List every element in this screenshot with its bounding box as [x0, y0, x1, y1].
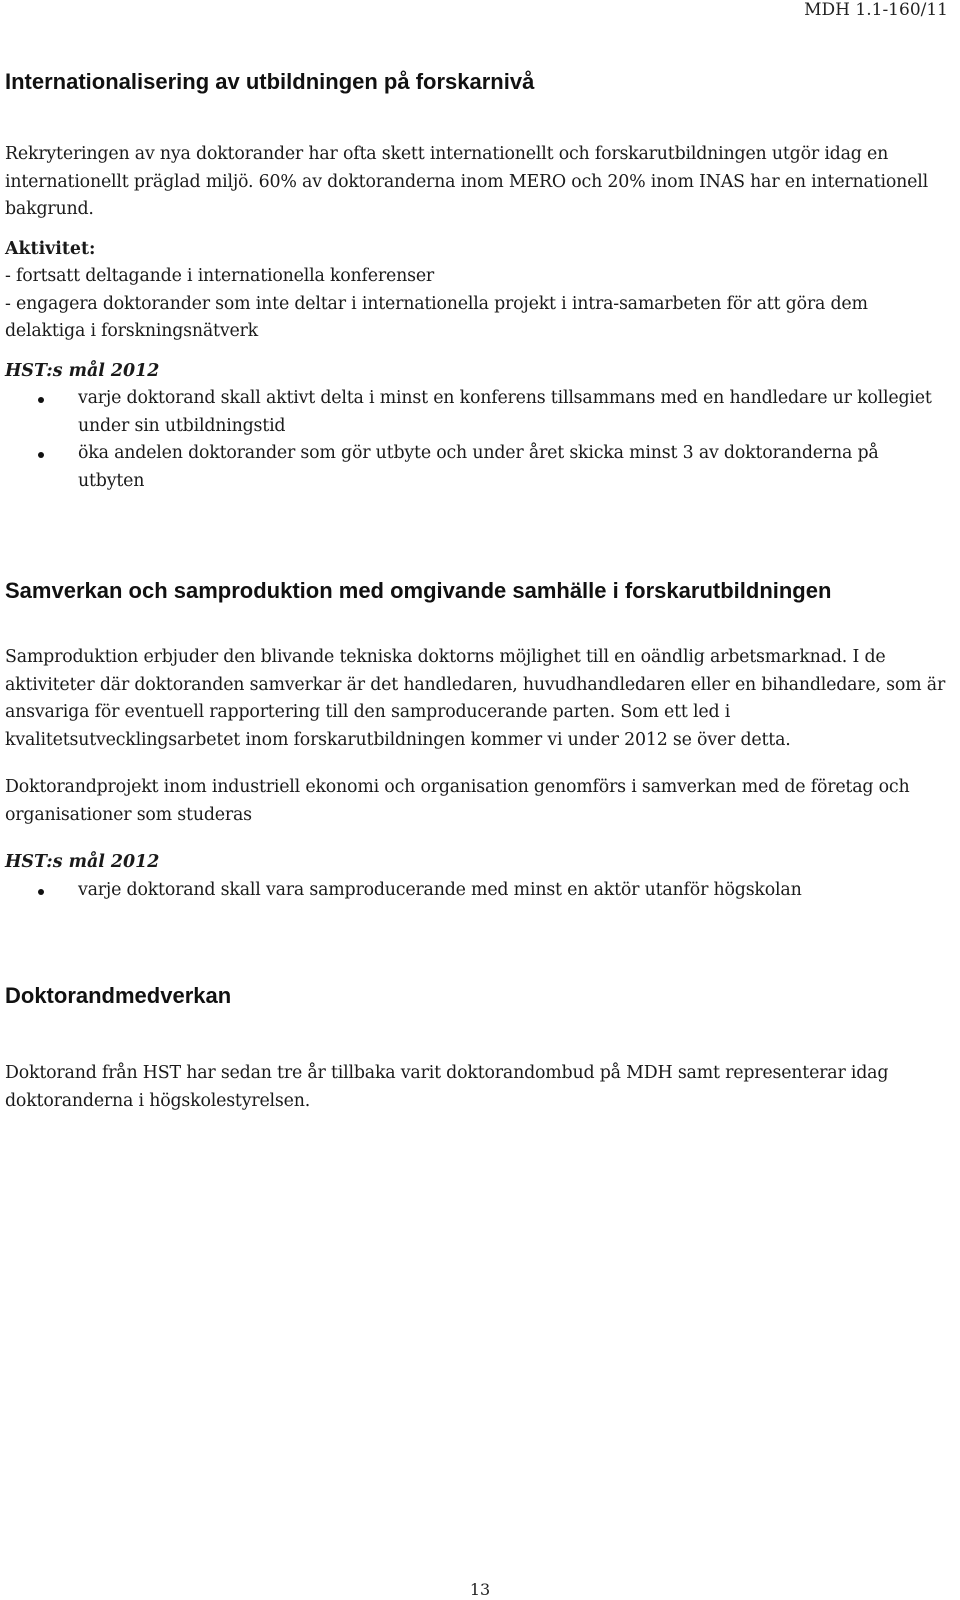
- goal-text: varje doktorand skall vara samproducerande med minst en aktör utanför högskolan: [78, 879, 802, 900]
- bullet-icon: [38, 889, 44, 895]
- section-heading-doktorandmedverkan: Doktorandmedverkan: [5, 983, 232, 1008]
- goal-list: [5, 385, 950, 495]
- intro-paragraph: Rekryteringen av nya doktorander har ofta skett internationellt och forskarutbildningen utgör idag en internationellt präglad miljö. 60% av doktoranderna inom MERO och 20% inom INAS har en internationell bakgrund.: [5, 144, 928, 219]
- document-reference: MDH 1.1-160/11: [804, 0, 948, 20]
- goal-item: [5, 385, 950, 440]
- goal-label: HST:s mål 2012: [5, 852, 160, 872]
- activity-label: Aktivitet:: [5, 238, 96, 259]
- body-paragraph: Doktorand från HST har sedan tre år tillbaka varit doktorandombud på MDH samt representerar idag doktoranderna i högskolestyrelsen.: [5, 1063, 889, 1111]
- body-paragraph: Doktorandprojekt inom industriell ekonomi och organisation genomförs i samverkan med de företag och organisationer som studeras: [5, 777, 910, 825]
- document-body: [5, 68, 950, 1115]
- section-heading-samverkan: Samverkan och samproduktion med omgivande samhälle i forskarutbildningen: [5, 578, 832, 603]
- body-paragraph: Samproduktion erbjuder den blivande tekniska doktorns möjlighet till en oändlig arbetsmarknad. I de aktiviteter där doktoranden samverkar är det handledaren, huvudhandledaren eller en bihandledare, som är ansvariga för eventuell rapportering till den samproducerande parten. Som ett led i kvalitetsutvecklingsarbetet inom forskarutbildningen kommer vi under 2012 se över detta.: [5, 647, 946, 750]
- section-heading-internationalisering: Internationalisering av utbildningen på forskarnivå: [5, 69, 535, 94]
- page-number: 13: [469, 1580, 491, 1599]
- activity-line: - engagera doktorander som inte deltar i internationella projekt i intra-samarbeten för att göra dem delaktiga i forskningsnätverk: [5, 293, 868, 341]
- goal-item: [5, 440, 950, 495]
- goal-label: HST:s mål 2012: [5, 360, 160, 381]
- activity-line: - fortsatt deltagande i internationella konferenser: [5, 266, 435, 286]
- bullet-icon: [38, 397, 44, 403]
- goal-item: [5, 877, 950, 905]
- goal-list: [5, 877, 950, 905]
- goal-text: varje doktorand skall aktivt delta i minst en konferens tillsammans med en handledare ur kollegiet under sin utbildningstid: [78, 388, 932, 436]
- goal-text: öka andelen doktorander som gör utbyte och under året skicka minst 3 av doktoranderna på utbyten: [78, 443, 879, 491]
- bullet-icon: [38, 452, 44, 458]
